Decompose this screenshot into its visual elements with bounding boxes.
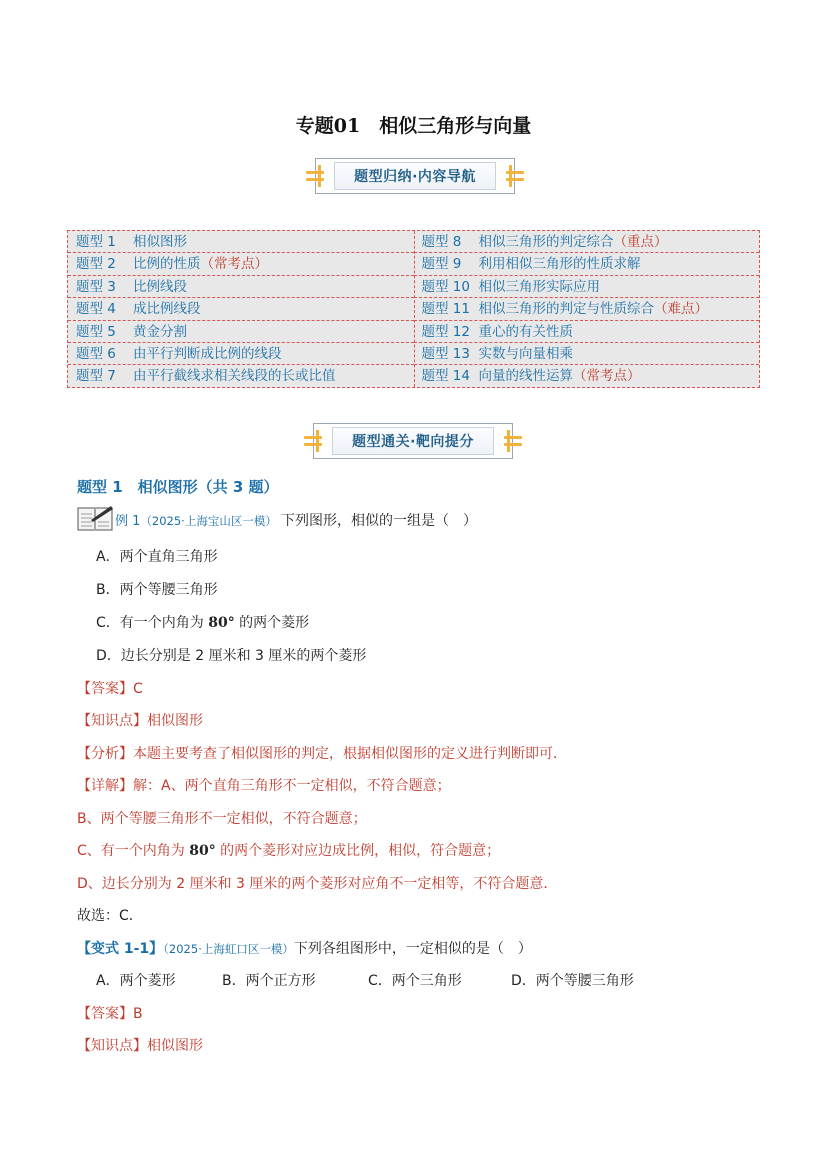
variant-answer-line [77, 1003, 143, 1023]
variant-option-a: A．两个菱形 [96, 973, 176, 989]
knowledge-label: 【知识点】 [77, 713, 147, 729]
topic-title: 重心的有关性质 [478, 323, 573, 340]
option-b [96, 579, 218, 599]
topic-number: 题型 5 [76, 323, 116, 340]
banner-practice [313, 423, 513, 459]
topic-tag: （常考点） [573, 368, 641, 385]
variant-label: 【变式 1-1】 [77, 941, 164, 957]
detail-text: 解：A、两个直角三角形不一定相似，不符合题意； [133, 778, 451, 794]
option-text: A．两个直角三角形 [96, 549, 218, 565]
topic-nav-item[interactable] [68, 231, 414, 253]
banner-label: 题型归纳·内容导航 [334, 162, 496, 190]
topic-title: 比例线段 [133, 278, 187, 295]
detail-text: B、两个等腰三角形不一定相似，不符合题意； [77, 811, 367, 827]
topic-number: 题型 6 [76, 345, 116, 362]
example-number: 例 1 [115, 514, 141, 529]
topic-title: 黄金分割 [133, 323, 187, 340]
detail-line-3 [77, 840, 500, 860]
detail-angle-value: 80° [189, 843, 216, 859]
topic-number: 题型 2 [76, 256, 116, 273]
option-angle-value: 80° [208, 615, 235, 631]
detail-text: C、有一个内角为 [77, 843, 190, 859]
banner-content-nav [315, 158, 515, 194]
topic-nav-table [67, 230, 760, 388]
topic-nav-item[interactable] [414, 321, 760, 343]
topic-title: 向量的线性运算 [478, 368, 573, 385]
option-text-suffix: 的两个菱形 [234, 615, 310, 631]
topic-number: 题型 4 [76, 301, 116, 318]
topic-nav-item[interactable] [68, 321, 414, 343]
topic-number: 题型 11 [421, 301, 470, 318]
analysis-label: 【分析】 [77, 746, 133, 762]
topic-title: 由平行截线求相关线段的长或比值 [133, 368, 336, 385]
bracket-decoration-icon [304, 433, 322, 449]
section-heading: 题型 1 相似图形（共 3 题） [77, 478, 279, 496]
conclusion-line: 故选：C． [77, 908, 143, 924]
topic-nav-item[interactable] [414, 276, 760, 298]
bracket-decoration-icon [504, 433, 522, 449]
example-label [115, 510, 477, 530]
detail-label: 【详解】 [77, 778, 133, 794]
topic-nav-item[interactable] [68, 343, 414, 365]
page-title: 专题01 相似三角形与向量 [295, 115, 532, 137]
topic-nav-item[interactable] [68, 276, 414, 298]
topic-tag: （难点） [654, 301, 708, 318]
topic-nav-item[interactable] [414, 253, 760, 275]
topic-nav-item[interactable] [68, 298, 414, 320]
topic-number: 题型 9 [421, 256, 462, 273]
topic-title: 利用相似三角形的性质求解 [478, 256, 641, 273]
variant-knowledge-line [77, 1035, 203, 1055]
answer-value: B [133, 1006, 143, 1022]
detail-text: D、边长分别为 2 厘米和 3 厘米的两个菱形对应角不一定相等，不符合题意． [77, 876, 558, 892]
detail-line-2 [77, 808, 367, 828]
topic-number: 题型 14 [421, 368, 470, 385]
topic-number: 题型 13 [421, 345, 470, 362]
topic-nav-item[interactable] [414, 343, 760, 365]
topic-number: 题型 1 [76, 234, 116, 250]
topic-nav-right-column [414, 231, 760, 387]
topic-tag: （重点） [613, 234, 668, 250]
option-c [96, 612, 309, 632]
topic-tag: （常考点） [200, 256, 268, 273]
topic-number: 题型 7 [76, 368, 116, 385]
variant-option-b: B．两个正方形 [222, 973, 316, 989]
topic-title: 比例的性质 [133, 256, 201, 273]
topic-number: 题型 8 [421, 234, 462, 250]
topic-number: 题型 10 [421, 278, 470, 295]
variant-options [96, 970, 634, 990]
banner-label: 题型通关·靶向提分 [332, 427, 494, 455]
variant-option-d: D．两个等腰三角形 [511, 973, 634, 989]
variant-option-c: C．两个三角形 [368, 973, 462, 989]
bracket-decoration-icon [506, 168, 524, 184]
answer-label: 【答案】 [77, 681, 133, 697]
topic-nav-left-column [68, 231, 415, 387]
knowledge-line [77, 710, 203, 730]
answer-line [77, 678, 143, 698]
knowledge-value: 相似图形 [147, 1038, 203, 1054]
topic-nav-item[interactable] [414, 365, 760, 387]
option-a [96, 546, 218, 566]
variant-source: （2025·上海虹口区一模） [163, 942, 294, 956]
knowledge-label: 【知识点】 [77, 1038, 147, 1054]
option-text: B．两个等腰三角形 [96, 582, 218, 598]
open-book-pen-icon [77, 503, 115, 533]
topic-number: 题型 3 [76, 278, 116, 295]
detail-text-suffix: 的两个菱形对应边成比例，相似，符合题意； [215, 843, 501, 859]
topic-title: 相似三角形的判定综合 [478, 234, 614, 250]
example-source: （2025·上海宝山区一模） [140, 514, 277, 528]
analysis-text: 本题主要考查了相似图形的判定，根据相似图形的定义进行判断即可． [133, 746, 567, 762]
option-text: C．有一个内角为 [96, 615, 209, 631]
topic-title: 由平行判断成比例的线段 [133, 345, 282, 362]
example-question-line [77, 503, 777, 533]
topic-title: 实数与向量相乘 [478, 345, 573, 362]
option-d [96, 645, 366, 665]
topic-nav-item[interactable] [68, 365, 414, 387]
detail-line-4 [77, 873, 557, 893]
answer-value: C [133, 681, 143, 697]
topic-title: 相似三角形的判定与性质综合 [478, 301, 654, 318]
bracket-decoration-icon [306, 168, 324, 184]
example-question-text: 下列图形，相似的一组是（ ） [280, 513, 477, 529]
topic-title: 相似图形 [133, 234, 187, 250]
analysis-line [77, 743, 567, 763]
variant-question-line [77, 938, 532, 958]
topic-nav-item[interactable] [68, 253, 414, 275]
knowledge-value: 相似图形 [147, 713, 203, 729]
detail-line-1 [77, 775, 451, 795]
topic-nav-item[interactable] [414, 298, 760, 320]
variant-question-text: 下列各组图形中，一定相似的是（ ） [293, 941, 532, 957]
topic-nav-item[interactable] [414, 231, 760, 253]
option-text: D．边长分别是 2 厘米和 3 厘米的两个菱形 [96, 648, 367, 664]
topic-number: 题型 12 [421, 323, 470, 340]
topic-title: 相似三角形实际应用 [478, 278, 600, 295]
answer-label: 【答案】 [77, 1006, 133, 1022]
topic-title: 成比例线段 [133, 301, 201, 318]
